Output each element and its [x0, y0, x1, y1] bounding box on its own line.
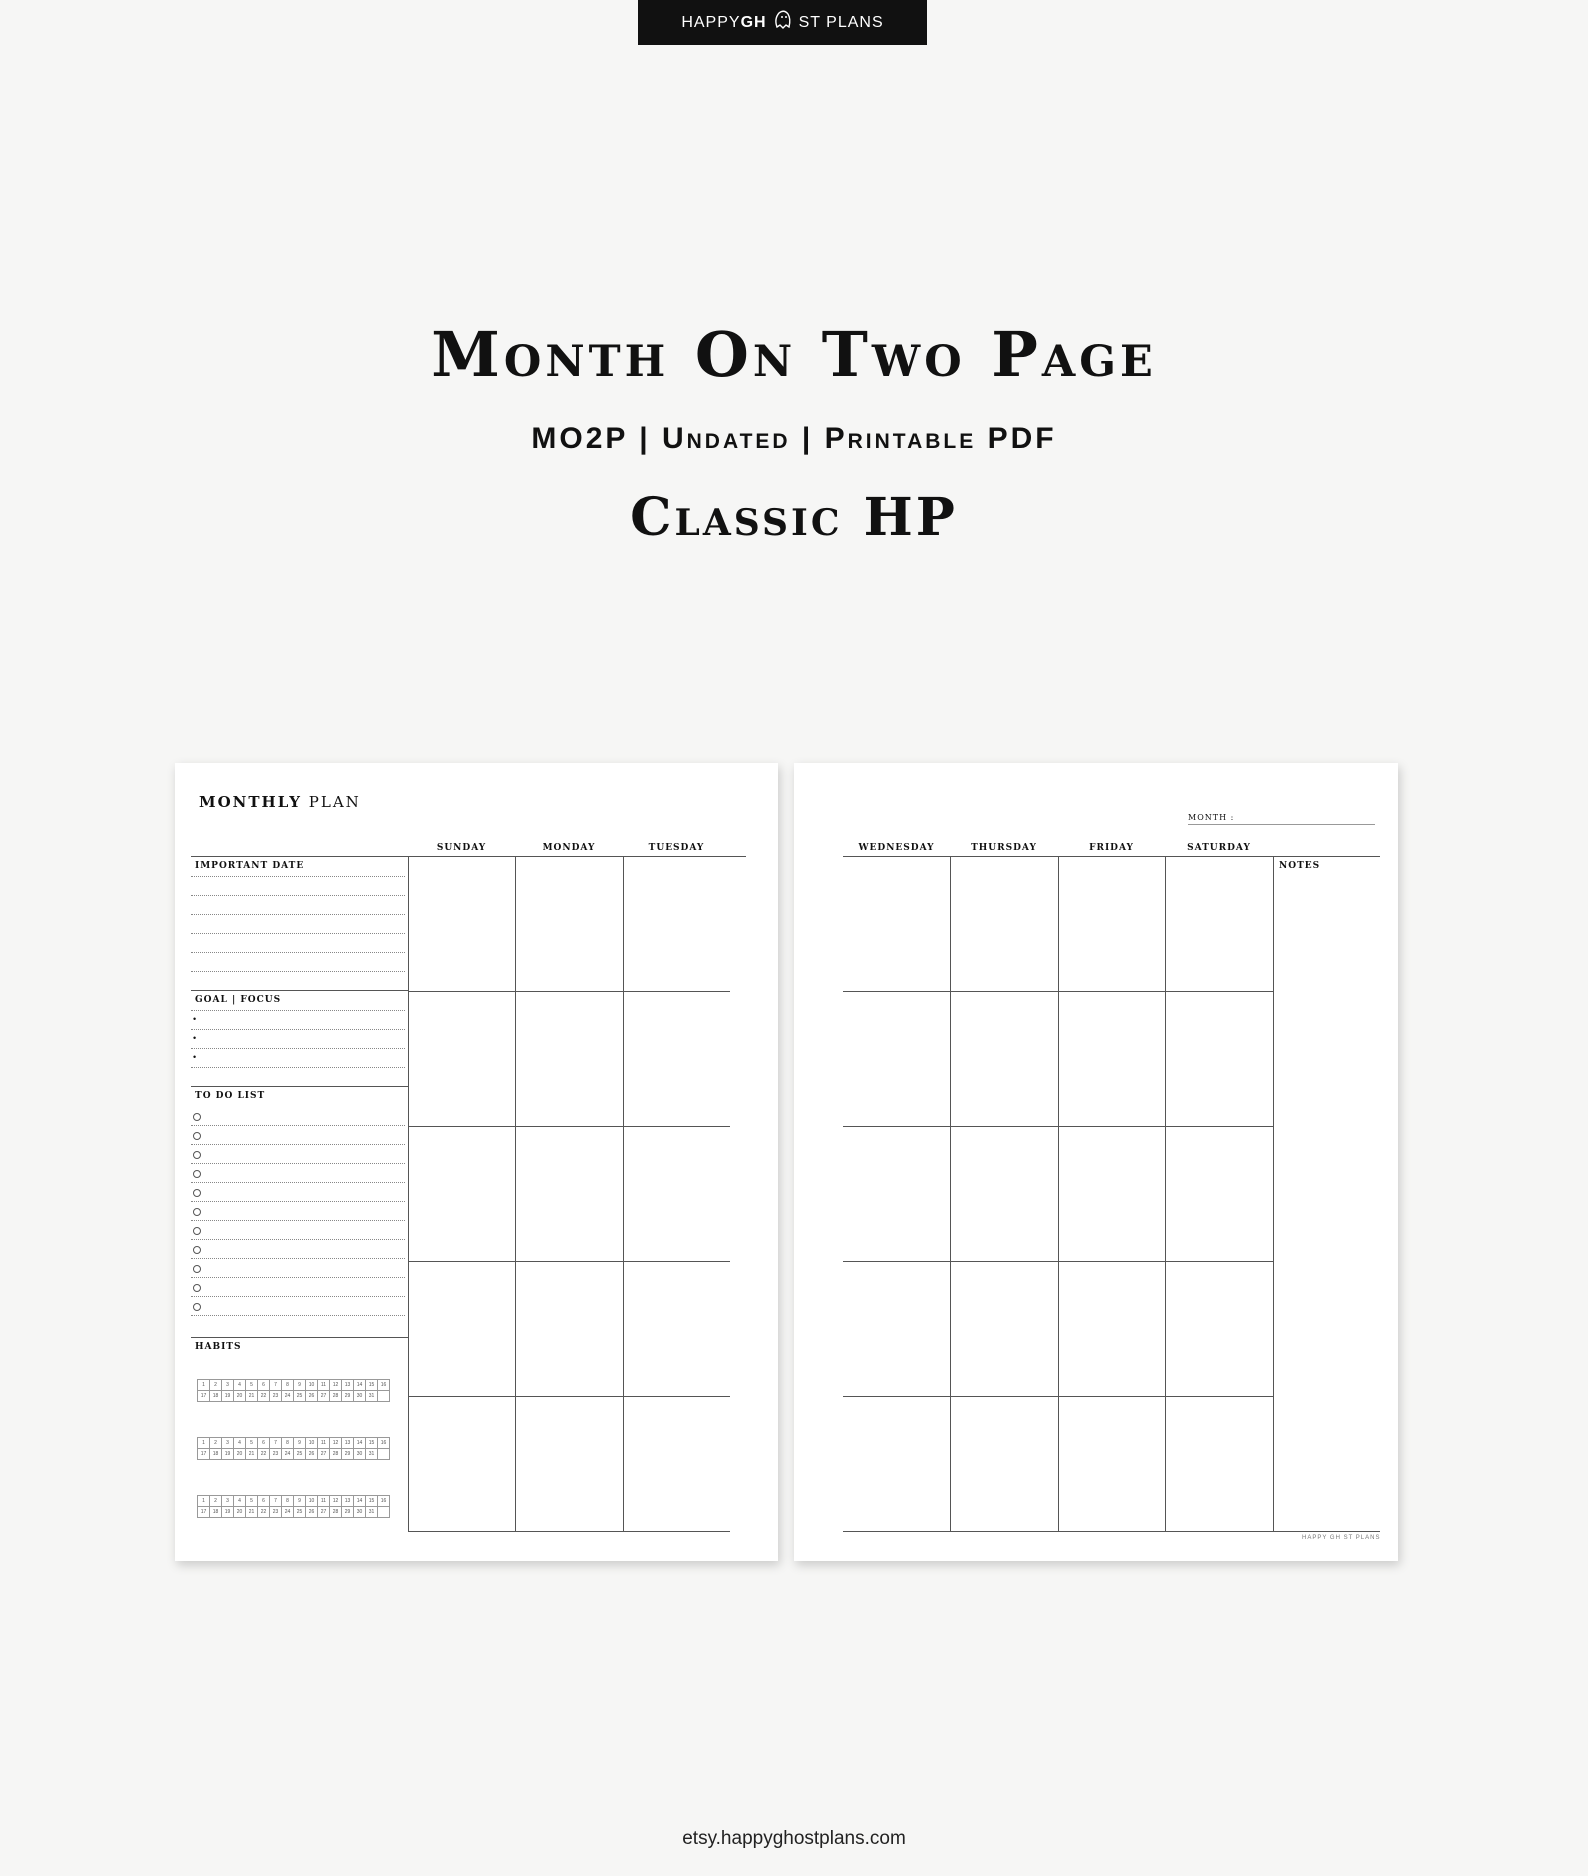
habit-day-cell[interactable]: 16: [378, 1496, 390, 1507]
grid-bottom-line: [408, 1531, 730, 1532]
habit-day-cell[interactable]: 16: [378, 1438, 390, 1449]
writing-line[interactable]: [191, 876, 405, 877]
grid-bottom-line: [843, 1531, 1380, 1532]
habit-day-cell[interactable]: 24: [282, 1449, 294, 1460]
habit-day-cell[interactable]: 5: [246, 1438, 258, 1449]
habit-row: [198, 1380, 390, 1391]
habit-day-cell[interactable]: [378, 1391, 390, 1402]
edition-title: Classic HP: [630, 487, 958, 548]
writing-line[interactable]: [191, 1029, 405, 1030]
habit-day-cell[interactable]: 1: [198, 1438, 210, 1449]
day-header-wednesday: WEDNESDAY: [858, 843, 935, 853]
habit-row: [198, 1438, 390, 1449]
habit-row: [198, 1496, 390, 1507]
habit-day-cell[interactable]: 27: [318, 1507, 330, 1518]
grid-top-line: [191, 856, 746, 857]
day-header-monday: MONDAY: [542, 843, 596, 853]
monthly-plan-title-light: PLAN: [302, 793, 361, 811]
habit-day-cell[interactable]: 15: [366, 1496, 378, 1507]
habit-day-cell[interactable]: 17: [198, 1507, 210, 1518]
checkbox-circle-icon[interactable]: [193, 1303, 201, 1311]
habit-day-cell[interactable]: 26: [306, 1391, 318, 1402]
habit-day-cell[interactable]: 30: [354, 1449, 366, 1460]
habit-day-cell[interactable]: 14: [354, 1438, 366, 1449]
habit-day-cell[interactable]: 11: [318, 1438, 330, 1449]
grid-col-line: [1273, 856, 1274, 1531]
habit-day-cell[interactable]: 3: [222, 1496, 234, 1507]
habit-day-cell[interactable]: 31: [366, 1391, 378, 1402]
habit-day-cell[interactable]: 23: [270, 1391, 282, 1402]
habit-day-cell[interactable]: 3: [222, 1380, 234, 1391]
small-brand-mark: HAPPY GH ST PLANS: [1302, 1535, 1381, 1541]
grid-col-line: [1165, 856, 1166, 1531]
habit-day-cell[interactable]: 24: [282, 1507, 294, 1518]
habit-day-cell[interactable]: 22: [258, 1507, 270, 1518]
brand-prefix: HAPPY: [681, 13, 741, 31]
writing-line[interactable]: [191, 1010, 405, 1011]
habit-day-cell[interactable]: 7: [270, 1496, 282, 1507]
grid-row-line: [408, 991, 730, 992]
habit-day-cell[interactable]: 20: [234, 1391, 246, 1402]
habit-day-cell[interactable]: 12: [330, 1380, 342, 1391]
day-header-friday: FRIDAY: [1089, 843, 1134, 853]
habit-day-cell[interactable]: 13: [342, 1496, 354, 1507]
checkbox-circle-icon[interactable]: [193, 1170, 201, 1178]
left-planner-page: [175, 763, 778, 1561]
habit-day-cell[interactable]: 19: [222, 1507, 234, 1518]
habit-day-cell[interactable]: 2: [210, 1496, 222, 1507]
grid-col-line: [515, 856, 516, 1531]
important-date-label: IMPORTANT DATE: [195, 861, 305, 871]
habit-day-cell[interactable]: 17: [198, 1449, 210, 1460]
habit-day-cell[interactable]: 20: [234, 1507, 246, 1518]
habit-day-cell[interactable]: 29: [342, 1449, 354, 1460]
writing-line[interactable]: [191, 1258, 405, 1259]
writing-line[interactable]: [191, 895, 405, 896]
notes-label: NOTES: [1279, 861, 1321, 871]
footer-url[interactable]: etsy.happyghostplans.com: [682, 1828, 906, 1849]
habit-day-cell[interactable]: 28: [330, 1391, 342, 1402]
habit-day-cell[interactable]: 21: [246, 1449, 258, 1460]
habit-day-cell[interactable]: 9: [294, 1438, 306, 1449]
grid-col-line: [950, 856, 951, 1531]
habit-day-cell[interactable]: 3: [222, 1438, 234, 1449]
checkbox-circle-icon[interactable]: [193, 1113, 201, 1121]
day-header-tuesday: TUESDAY: [648, 843, 705, 853]
habit-day-cell[interactable]: 7: [270, 1380, 282, 1391]
checkbox-circle-icon[interactable]: [193, 1208, 201, 1216]
bullet-icon: •: [193, 1014, 197, 1024]
habit-day-cell[interactable]: 17: [198, 1391, 210, 1402]
habit-row: [198, 1507, 390, 1518]
habit-day-cell[interactable]: 9: [294, 1380, 306, 1391]
grid-col-line: [623, 856, 624, 1531]
habit-day-cell[interactable]: 19: [222, 1449, 234, 1460]
habit-day-cell[interactable]: 10: [306, 1438, 318, 1449]
habit-day-cell[interactable]: 4: [234, 1438, 246, 1449]
habit-day-cell[interactable]: 4: [234, 1380, 246, 1391]
section-divider: [191, 1086, 408, 1087]
habit-day-cell[interactable]: 1: [198, 1380, 210, 1391]
habit-day-cell[interactable]: 13: [342, 1438, 354, 1449]
habit-day-cell[interactable]: 28: [330, 1449, 342, 1460]
writing-line[interactable]: [191, 1277, 405, 1278]
habit-day-cell[interactable]: 10: [306, 1380, 318, 1391]
checkbox-circle-icon[interactable]: [193, 1189, 201, 1197]
habit-day-cell[interactable]: 22: [258, 1449, 270, 1460]
writing-line[interactable]: [191, 1067, 405, 1068]
habit-day-cell[interactable]: 30: [354, 1507, 366, 1518]
habit-day-cell[interactable]: 21: [246, 1507, 258, 1518]
habit-day-cell[interactable]: 5: [246, 1496, 258, 1507]
writing-line[interactable]: [191, 1201, 405, 1202]
habits-label: HABITS: [195, 1342, 242, 1352]
grid-row-line: [408, 1126, 730, 1127]
habit-day-cell[interactable]: 29: [342, 1391, 354, 1402]
brand-strong: GH: [740, 13, 767, 31]
bullet-icon: •: [193, 1033, 197, 1043]
writing-line[interactable]: [191, 971, 405, 972]
habit-day-cell[interactable]: 15: [366, 1380, 378, 1391]
brand-banner: [638, 0, 927, 45]
month-label: MONTH :: [1188, 813, 1235, 822]
grid-row-line: [408, 1396, 730, 1397]
writing-line[interactable]: [191, 1163, 405, 1164]
habit-day-cell[interactable]: 11: [318, 1380, 330, 1391]
day-header-thursday: THURSDAY: [971, 843, 1037, 853]
habit-row: [198, 1391, 390, 1402]
habit-day-cell[interactable]: 18: [210, 1507, 222, 1518]
habit-day-cell[interactable]: 10: [306, 1496, 318, 1507]
brand-suffix: ST PLANS: [798, 13, 884, 31]
section-divider: [191, 1337, 408, 1338]
day-header-saturday: SATURDAY: [1187, 843, 1251, 853]
habit-day-cell[interactable]: 31: [366, 1507, 378, 1518]
habit-row: [198, 1449, 390, 1460]
goal-focus-label: GOAL | FOCUS: [195, 995, 282, 1005]
habit-day-cell[interactable]: 14: [354, 1380, 366, 1391]
habit-day-cell[interactable]: 4: [234, 1496, 246, 1507]
writing-line[interactable]: [191, 952, 405, 953]
habit-day-cell[interactable]: 7: [270, 1438, 282, 1449]
writing-line[interactable]: [191, 1182, 405, 1183]
right-planner-page: [794, 763, 1398, 1561]
habit-day-cell[interactable]: 12: [330, 1496, 342, 1507]
habit-day-cell[interactable]: 16: [378, 1380, 390, 1391]
ghost-icon: [770, 7, 796, 38]
writing-line[interactable]: [191, 1048, 405, 1049]
habit-day-cell[interactable]: 22: [258, 1391, 270, 1402]
habit-day-cell[interactable]: 24: [282, 1391, 294, 1402]
habit-tracker[interactable]: [197, 1495, 390, 1518]
habit-day-cell[interactable]: 13: [342, 1380, 354, 1391]
month-input-line[interactable]: [1188, 824, 1375, 825]
checkbox-circle-icon[interactable]: [193, 1151, 201, 1159]
habit-day-cell[interactable]: 6: [258, 1496, 270, 1507]
habit-day-cell[interactable]: 20: [234, 1449, 246, 1460]
checkbox-circle-icon[interactable]: [193, 1284, 201, 1292]
habit-day-cell[interactable]: 21: [246, 1391, 258, 1402]
habit-day-cell[interactable]: 6: [258, 1380, 270, 1391]
checkbox-circle-icon[interactable]: [193, 1246, 201, 1254]
writing-line[interactable]: [191, 914, 405, 915]
writing-line[interactable]: [191, 1220, 405, 1221]
writing-line[interactable]: [191, 1239, 405, 1240]
habit-day-cell[interactable]: 29: [342, 1507, 354, 1518]
habit-day-cell[interactable]: 30: [354, 1391, 366, 1402]
habit-day-cell[interactable]: [378, 1507, 390, 1518]
checkbox-circle-icon[interactable]: [193, 1265, 201, 1273]
habit-day-cell[interactable]: 6: [258, 1438, 270, 1449]
day-header-sunday: SUNDAY: [436, 843, 487, 853]
habit-day-cell[interactable]: 27: [318, 1449, 330, 1460]
habit-day-cell[interactable]: 26: [306, 1507, 318, 1518]
page-subtitle: MO2P | Undated | Printable PDF: [531, 422, 1057, 455]
habit-tracker[interactable]: [197, 1379, 390, 1402]
habit-day-cell[interactable]: 14: [354, 1496, 366, 1507]
habit-day-cell[interactable]: 1: [198, 1496, 210, 1507]
habit-day-cell[interactable]: 8: [282, 1380, 294, 1391]
habit-day-cell[interactable]: 25: [294, 1507, 306, 1518]
habit-day-cell[interactable]: 12: [330, 1438, 342, 1449]
monthly-plan-title: [199, 793, 361, 811]
habit-day-cell[interactable]: 2: [210, 1438, 222, 1449]
habit-day-cell[interactable]: 11: [318, 1496, 330, 1507]
habit-day-cell[interactable]: 8: [282, 1438, 294, 1449]
habit-day-cell[interactable]: 27: [318, 1391, 330, 1402]
monthly-plan-title-bold: MONTHLY: [199, 793, 303, 811]
writing-line[interactable]: [191, 1125, 405, 1126]
habit-day-cell[interactable]: 15: [366, 1438, 378, 1449]
writing-line[interactable]: [191, 1315, 405, 1316]
checkbox-circle-icon[interactable]: [193, 1227, 201, 1235]
habit-day-cell[interactable]: 25: [294, 1449, 306, 1460]
section-divider: [191, 990, 408, 991]
habit-day-cell[interactable]: 23: [270, 1449, 282, 1460]
habit-day-cell[interactable]: [378, 1449, 390, 1460]
habit-day-cell[interactable]: 8: [282, 1496, 294, 1507]
habit-day-cell[interactable]: 31: [366, 1449, 378, 1460]
habit-day-cell[interactable]: 25: [294, 1391, 306, 1402]
habit-day-cell[interactable]: 28: [330, 1507, 342, 1518]
writing-line[interactable]: [191, 1144, 405, 1145]
todo-list-label: TO DO LIST: [195, 1091, 266, 1101]
page-title: Month On Two Page: [431, 318, 1157, 391]
writing-line[interactable]: [191, 1296, 405, 1297]
habit-day-cell[interactable]: 9: [294, 1496, 306, 1507]
habit-day-cell[interactable]: 2: [210, 1380, 222, 1391]
habit-day-cell[interactable]: 18: [210, 1449, 222, 1460]
checkbox-circle-icon[interactable]: [193, 1132, 201, 1140]
habit-day-cell[interactable]: 5: [246, 1380, 258, 1391]
writing-line[interactable]: [191, 933, 405, 934]
grid-col-line: [1058, 856, 1059, 1531]
habit-day-cell[interactable]: 26: [306, 1449, 318, 1460]
bullet-icon: •: [193, 1052, 197, 1062]
habit-day-cell[interactable]: 18: [210, 1391, 222, 1402]
grid-col-line: [408, 856, 409, 1531]
grid-row-line: [408, 1261, 730, 1262]
habit-tracker[interactable]: [197, 1437, 390, 1460]
grid-top-line: [843, 856, 1380, 857]
habit-day-cell[interactable]: 19: [222, 1391, 234, 1402]
habit-day-cell[interactable]: 23: [270, 1507, 282, 1518]
